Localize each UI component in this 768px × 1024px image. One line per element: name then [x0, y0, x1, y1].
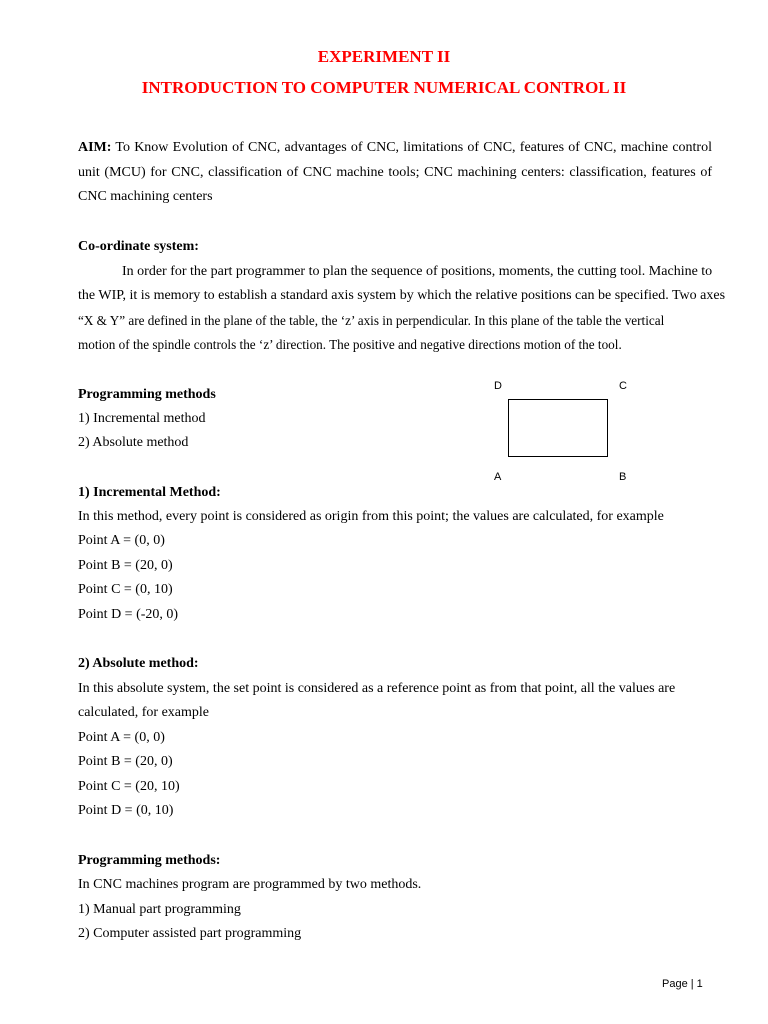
- absolute-line-1: In this absolute system, the set point is considered as a reference point as from that point, all the values are: [78, 681, 676, 696]
- absolute-point-a: Point A = (0, 0): [78, 730, 165, 745]
- coordinate-heading: Co-ordinate system:: [78, 239, 199, 254]
- page-title: INTRODUCTION TO COMPUTER NUMERICAL CONTROL II: [141, 78, 627, 97]
- methods-heading: Programming methods: [78, 387, 216, 402]
- coordinate-line-2: the WIP, it is memory to establish a standard axis system by which the relative positions can be specified. Two axes: [78, 288, 726, 303]
- incremental-heading: 1) Incremental Method:: [78, 485, 221, 500]
- incremental-point-b: Point B = (20, 0): [78, 558, 173, 573]
- coordinate-line-3: “X & Y” are defined in the plane of the table, the ‘z’ axis in perpendicular. In this plane of the table the vertical: [78, 313, 665, 328]
- experiment-title: EXPERIMENT II: [317, 47, 451, 66]
- incremental-point-c: Point C = (0, 10): [78, 582, 173, 597]
- diagram-label-c: C: [619, 380, 627, 392]
- diagram-label-d: D: [494, 380, 502, 392]
- incremental-description: In this method, every point is considered as origin from this point; the values are calculated, for example: [78, 509, 664, 524]
- absolute-line-2: calculated, for example: [78, 705, 209, 720]
- coordinate-line-1: In order for the part programmer to plan the sequence of positions, moments, the cutting tool. Machine to: [122, 264, 713, 279]
- aim-text: To Know Evolution of CNC, advantages of CNC, limitations of CNC, features of CNC, machine control unit (MCU) for CNC, classification of CNC machine tools; CNC machining centers: classification, features of CNC machining centers: [78, 140, 712, 204]
- absolute-point-d: Point D = (0, 10): [78, 803, 174, 818]
- list-item: 2) Computer assisted part programming: [78, 926, 302, 941]
- absolute-heading: 2) Absolute method:: [78, 656, 199, 671]
- programming-description: In CNC machines program are programmed by two methods.: [78, 877, 422, 892]
- list-item: 2) Absolute method: [78, 435, 189, 450]
- absolute-point-b: Point B = (20, 0): [78, 754, 173, 769]
- aim-label: AIM:: [78, 140, 112, 155]
- aim-paragraph: [78, 136, 712, 210]
- diagram-label-b: B: [619, 471, 627, 483]
- programming-heading: Programming methods:: [78, 853, 221, 868]
- diagram-label-a: A: [494, 471, 502, 483]
- list-item: 1) Manual part programming: [78, 902, 241, 917]
- absolute-point-c: Point C = (20, 10): [78, 779, 180, 794]
- incremental-point-a: Point A = (0, 0): [78, 533, 165, 548]
- page-number: Page | 1: [662, 978, 703, 990]
- list-item: 1) Incremental method: [78, 411, 206, 426]
- coordinate-line-4: motion of the spindle controls the ‘z’ direction. The positive and negative directions motion of the tool.: [78, 337, 622, 352]
- coordinate-rectangle: [508, 399, 608, 457]
- incremental-point-d: Point D = (-20, 0): [78, 607, 179, 622]
